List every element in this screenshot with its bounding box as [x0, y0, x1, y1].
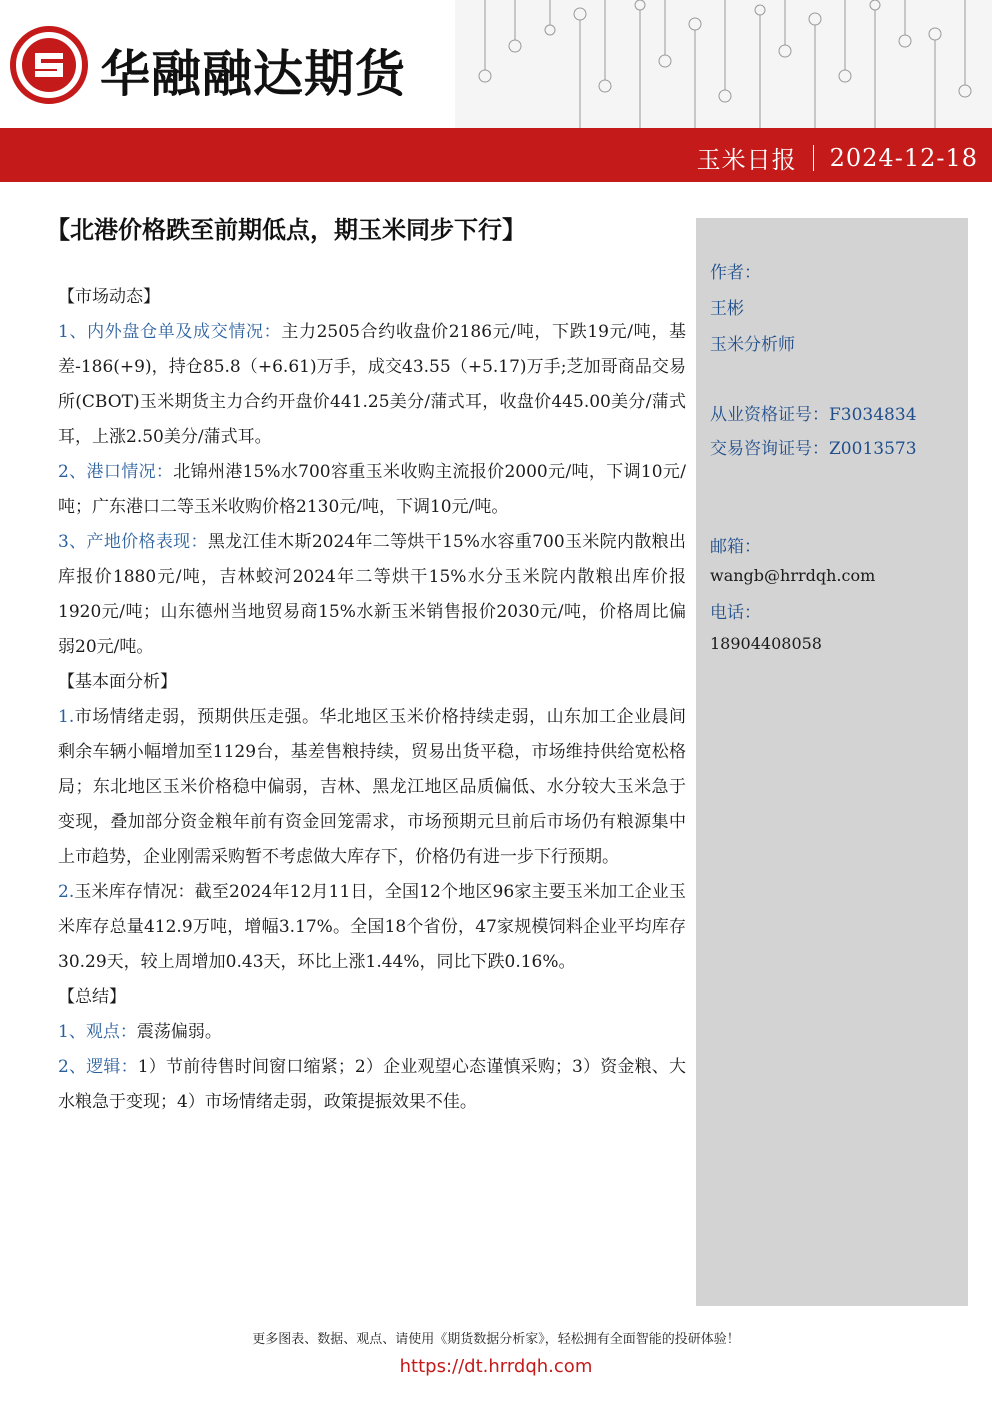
fundamental-item: [58, 875, 686, 980]
consult-number: Z0013573: [829, 439, 917, 459]
item-label: 2、逻辑：: [58, 1057, 138, 1077]
email-link[interactable]: wangb@hrrdqh.com: [710, 566, 876, 585]
company-name: 华融融达期货: [100, 45, 406, 103]
market-item: [58, 455, 686, 525]
item-text: 震荡偏弱。: [136, 1022, 222, 1042]
page-header: [0, 0, 992, 128]
author-title: 玉米分析师: [710, 335, 795, 355]
item-label: 1、观点：: [58, 1022, 137, 1042]
market-item: [58, 525, 686, 665]
section-heading-fundamental: 【基本面分析】: [58, 672, 177, 692]
license-label: 从业资格证号：: [710, 405, 829, 425]
item-text: 北锦州港15%水700容重玉米收购主流报价2000元/吨，下调10元/吨；广东港口二等玉米收购价格2130元/吨，下调10元/吨。: [58, 462, 686, 517]
fundamental-item: [58, 700, 686, 875]
main-content: [58, 280, 686, 1120]
author-name: 王彬: [710, 299, 744, 319]
item-label: 3、产地价格表现：: [58, 532, 208, 552]
item-label: 2.: [58, 882, 75, 902]
footer-note: 更多图表、数据、观点、请使用《期货数据分析家》，轻松拥有全面智能的投研体验！: [252, 1332, 740, 1347]
license-info: [710, 400, 917, 425]
section-heading-summary: 【总结】: [58, 987, 126, 1007]
item-text: 1）节前待售时间窗口缩紧；2）企业观望心态谨慎采购；3）资金粮、大水粮急于变现；4）市场情绪走弱，政策提振效果不佳。: [58, 1057, 686, 1112]
banner-info: [697, 140, 978, 175]
consult-info: [710, 434, 917, 459]
author-label: 作者：: [710, 263, 761, 283]
banner-divider: [813, 145, 814, 171]
email-label: 邮箱：: [710, 537, 761, 557]
section-heading-market: 【市场动态】: [58, 287, 160, 307]
decorative-pattern: [455, 0, 992, 128]
item-text: 黑龙江佳木斯2024年二等烘干15%水容重700玉米院内散粮出库报价1880元/吨，吉林蛟河2024年二等烘干15%水分玉米院内散粮出库价报1920元/吨；山东德州当地贸易商15%水新玉米销售报价2030元/吨，价格周比偏弱20元/吨。: [58, 532, 686, 657]
consult-label: 交易咨询证号：: [710, 439, 829, 459]
item-label: 1.: [58, 707, 75, 727]
author-sidebar: [696, 218, 968, 1306]
report-type: 玉米日报: [696, 146, 797, 174]
item-text: 市场情绪走弱，预期供压走强。华北地区玉米价格持续走弱，山东加工企业晨间剩余车辆小幅增加至1129台，基差售粮持续，贸易出货平稳，市场维持供给宽松格局；东北地区玉米价格稳中偏弱，吉林、黑龙江地区品质偏低、水分较大玉米急于变现，叠加部分资金粮年前有资金回笼需求，市场预期元旦前后市场仍有粮源集中上市趋势，企业刚需采购暂不考虑做大库存下，价格仍有进一步下行预期。: [58, 707, 686, 867]
item-label: 1、内外盘仓单及成交情况：: [58, 322, 282, 342]
license-number: F3034834: [829, 405, 917, 425]
phone-number: 18904408058: [710, 634, 822, 653]
report-title: 【北港价格跌至前期低点，期玉米同步下行】: [46, 215, 526, 244]
summary-item: [58, 1015, 686, 1050]
item-text: 主力2505合约收盘价2186元/吨，下跌19元/吨，基差-186(+9)，持仓85.8（+6.61)万手，成交43.55（+5.17)万手;芝加哥商品交易所(CBOT)玉米期货主力合约开盘价441.25美分/蒲式耳，收盘价445.00美分/蒲式耳，上涨2.50美分/蒲式耳。: [58, 322, 686, 447]
summary-item: [58, 1050, 686, 1120]
phone-label: 电话：: [710, 603, 761, 623]
item-text: 玉米库存情况：截至2024年12月11日，全国12个地区96家主要玉米加工企业玉米库存总量412.9万吨，增幅3.17%。全国18个省份，47家规模饲料企业平均库存30.29天，较上周增加0.43天，环比上涨1.44%，同比下跌0.16%。: [58, 882, 686, 972]
footer-link[interactable]: https://dt.hrrdqh.com: [399, 1356, 593, 1377]
company-logo-icon: [10, 26, 88, 104]
market-item: [58, 315, 686, 455]
report-date: 2024-12-18: [829, 143, 978, 172]
item-label: 2、港口情况：: [58, 462, 174, 482]
